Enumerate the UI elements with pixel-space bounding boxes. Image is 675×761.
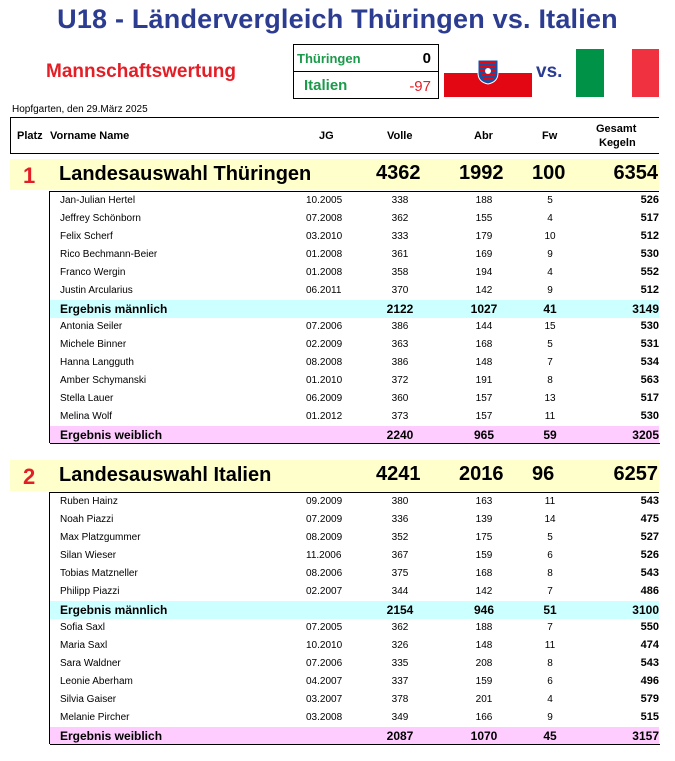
player-volle: 337 (391, 676, 409, 687)
player-abr: 168 (475, 339, 493, 350)
date-line: Hopfgarten, den 29.März 2025 (12, 104, 148, 115)
player-abr: 159 (475, 676, 493, 687)
scoreboard-score: -97 (409, 78, 431, 95)
player-volle: 362 (391, 213, 409, 224)
player-abr: 194 (475, 267, 493, 278)
subtotal-gesamt: 3149 (632, 302, 659, 316)
player-name: Tobias Matzneller (60, 568, 138, 579)
team-row (10, 159, 659, 190)
player-volle: 363 (391, 339, 409, 350)
header-volle: Volle (387, 130, 413, 142)
player-volle: 362 (391, 622, 409, 633)
player-table (49, 191, 659, 443)
subtotal-fw: 45 (543, 729, 557, 743)
scoreboard-team: Thüringen (297, 51, 361, 66)
team-row (10, 460, 659, 491)
player-volle: 338 (391, 195, 409, 206)
table-row (50, 282, 659, 300)
player-abr: 179 (475, 231, 493, 242)
table-row (50, 493, 659, 511)
player-fw: 4 (547, 213, 553, 224)
player-jg: 10.2010 (306, 640, 343, 651)
player-name: Felix Scherf (60, 231, 113, 242)
player-fw: 6 (547, 550, 553, 561)
team-fw: 96 (532, 463, 555, 485)
subtotal-label: Ergebnis männlich (60, 302, 168, 316)
player-fw: 5 (547, 532, 553, 543)
player-gesamt: 530 (640, 320, 659, 332)
player-fw: 8 (547, 375, 553, 386)
subtotal-gesamt: 3157 (632, 729, 659, 743)
player-volle: 370 (391, 285, 409, 296)
scoreboard-team: Italien (304, 77, 348, 94)
player-gesamt: 534 (640, 356, 659, 368)
table-bottom-border (50, 744, 660, 745)
player-jg: 03.2008 (306, 712, 343, 723)
player-fw: 5 (547, 195, 553, 206)
player-fw: 6 (547, 676, 553, 687)
player-name: Antonia Seiler (60, 321, 123, 332)
player-abr: 201 (475, 694, 493, 705)
player-abr: 155 (475, 213, 493, 224)
subtotal-abr: 1070 (470, 729, 498, 743)
player-jg: 01.2008 (306, 267, 343, 278)
player-abr: 142 (475, 285, 493, 296)
header-name: Vorname Name (50, 130, 130, 142)
italy-flag-icon (576, 49, 659, 97)
player-jg: 08.2008 (306, 357, 343, 368)
thuringia-flag-icon (444, 49, 532, 97)
player-fw: 11 (544, 640, 556, 651)
player-jg: 08.2006 (306, 568, 343, 579)
team-abr: 1992 (459, 162, 504, 184)
table-row (50, 619, 659, 637)
player-gesamt: 526 (640, 549, 659, 561)
player-name: Silvia Gaiser (60, 694, 117, 705)
player-volle: 335 (391, 658, 409, 669)
player-gesamt: 552 (640, 266, 659, 278)
player-jg: 07.2008 (306, 213, 343, 224)
player-abr: 175 (475, 532, 493, 543)
player-abr: 191 (475, 375, 493, 386)
table-row (50, 511, 659, 529)
player-name: Melina Wolf (60, 411, 113, 422)
player-fw: 15 (544, 321, 556, 332)
scoreboard-row (294, 45, 438, 72)
player-volle: 360 (391, 393, 409, 404)
table-row (50, 673, 659, 691)
player-gesamt: 530 (640, 248, 659, 260)
player-abr: 169 (475, 249, 493, 260)
subtotal-volle: 2087 (386, 729, 414, 743)
player-gesamt: 530 (640, 410, 659, 422)
player-volle: 326 (391, 640, 409, 651)
subtotal-abr: 965 (473, 428, 495, 442)
table-header (10, 117, 659, 154)
player-name: Max Platzgummer (60, 532, 141, 543)
header-fw: Fw (542, 130, 558, 142)
player-volle: 386 (391, 321, 409, 332)
player-volle: 372 (391, 375, 409, 386)
player-name: Rico Bechmann-Beier (60, 249, 158, 260)
player-fw: 7 (547, 586, 553, 597)
player-name: Silan Wieser (60, 550, 117, 561)
player-volle: 349 (391, 712, 409, 723)
subtotal-fw: 51 (543, 603, 557, 617)
player-abr: 163 (475, 496, 493, 507)
subtotal-fw: 59 (543, 428, 557, 442)
player-fw: 5 (547, 339, 553, 350)
team-name: Landesauswahl Italien (59, 464, 272, 486)
player-volle: 386 (391, 357, 409, 368)
player-abr: 157 (475, 411, 493, 422)
player-abr: 159 (475, 550, 493, 561)
table-row (50, 210, 659, 228)
player-fw: 13 (544, 393, 556, 404)
player-gesamt: 474 (640, 639, 659, 651)
player-name: Michele Binner (60, 339, 127, 350)
player-name: Franco Wergin (60, 267, 126, 278)
header-platz: Platz (17, 130, 43, 142)
player-abr: 148 (475, 357, 493, 368)
player-gesamt: 486 (640, 585, 659, 597)
team-volle: 4241 (376, 463, 421, 485)
player-name: Hanna Langguth (60, 357, 134, 368)
player-jg: 01.2012 (306, 411, 343, 422)
player-abr: 168 (475, 568, 493, 579)
player-name: Ruben Hainz (60, 496, 118, 507)
player-fw: 9 (547, 712, 553, 723)
player-jg: 01.2010 (306, 375, 343, 386)
player-jg: 06.2009 (306, 393, 343, 404)
player-name: Justin Arcularius (60, 285, 133, 296)
player-gesamt: 475 (640, 513, 659, 525)
team-abr: 2016 (459, 463, 504, 485)
team-gesamt: 6354 (613, 162, 658, 184)
player-abr: 208 (475, 658, 493, 669)
player-name: Amber Schymanski (60, 375, 147, 386)
page-title: U18 - Ländervergleich Thüringen vs. Italien (57, 4, 618, 34)
player-volle: 378 (391, 694, 409, 705)
subtotal-label: Ergebnis männlich (60, 603, 168, 617)
subtotal-volle: 2154 (386, 603, 414, 617)
player-fw: 8 (547, 658, 553, 669)
table-row (50, 354, 659, 372)
player-jg: 11.2006 (306, 550, 342, 561)
player-gesamt: 517 (640, 392, 659, 404)
team-rank: 2 (23, 464, 36, 489)
player-fw: 9 (547, 249, 553, 260)
subtotal-abr: 1027 (470, 302, 498, 316)
subtitle: Mannschaftswertung (46, 61, 237, 82)
player-abr: 188 (475, 622, 493, 633)
player-fw: 11 (544, 411, 556, 422)
player-volle: 367 (391, 550, 409, 561)
player-fw: 10 (544, 231, 556, 242)
subtotal-gesamt: 3205 (632, 428, 659, 442)
player-gesamt: 515 (640, 711, 659, 723)
player-abr: 166 (475, 712, 493, 723)
table-row (50, 246, 659, 264)
player-name: Stella Lauer (60, 393, 114, 404)
player-jg: 10.2005 (306, 195, 343, 206)
player-gesamt: 550 (640, 621, 659, 633)
player-volle: 336 (391, 514, 409, 525)
table-row (50, 264, 659, 282)
player-gesamt: 579 (640, 693, 659, 705)
subtotal-abr: 946 (473, 603, 495, 617)
player-gesamt: 531 (640, 338, 659, 350)
header-kegeln: Kegeln (599, 137, 636, 149)
player-jg: 07.2006 (306, 658, 343, 669)
table-row (50, 691, 659, 709)
player-fw: 4 (547, 694, 553, 705)
player-abr: 144 (475, 321, 493, 332)
player-abr: 188 (475, 195, 493, 206)
table-row (50, 547, 659, 565)
player-jg: 08.2009 (306, 532, 343, 543)
player-gesamt: 543 (640, 657, 659, 669)
player-fw: 11 (544, 496, 556, 507)
player-jg: 04.2007 (306, 676, 343, 687)
player-jg: 03.2010 (306, 231, 343, 242)
player-fw: 9 (547, 285, 553, 296)
header-abr: Abr (474, 130, 493, 142)
player-name: Sofia Saxl (60, 622, 106, 633)
header-jg: JG (319, 130, 334, 142)
player-table (49, 492, 659, 744)
scoreboard-row (294, 72, 438, 99)
player-gesamt: 563 (640, 374, 659, 386)
player-abr: 148 (475, 640, 493, 651)
player-name: Philipp Piazzi (60, 586, 120, 597)
player-jg: 02.2009 (306, 339, 343, 350)
player-fw: 14 (544, 514, 556, 525)
team-fw: 100 (532, 162, 566, 184)
player-gesamt: 543 (640, 495, 659, 507)
player-gesamt: 512 (640, 230, 659, 242)
subtotal-fw: 41 (543, 302, 557, 316)
table-row (50, 709, 659, 727)
player-name: Sara Waldner (60, 658, 121, 669)
player-name: Noah Piazzi (60, 514, 114, 525)
table-bottom-border (50, 443, 660, 444)
player-jg: 09.2009 (306, 496, 343, 507)
table-row (50, 390, 659, 408)
player-jg: 02.2007 (306, 586, 343, 597)
subtotal-label: Ergebnis weiblich (60, 428, 163, 442)
player-name: Melanie Pircher (60, 712, 130, 723)
player-abr: 139 (475, 514, 493, 525)
player-gesamt: 517 (640, 212, 659, 224)
table-row (50, 192, 659, 210)
team-name: Landesauswahl Thüringen (59, 163, 312, 185)
player-volle: 361 (391, 249, 409, 260)
subtotal-row (50, 601, 659, 619)
player-gesamt: 526 (640, 194, 659, 206)
player-name: Maria Saxl (60, 640, 108, 651)
subtotal-volle: 2122 (386, 302, 414, 316)
player-jg: 06.2011 (306, 285, 342, 296)
table-row (50, 228, 659, 246)
player-volle: 375 (391, 568, 409, 579)
subtotal-row (50, 300, 659, 318)
player-fw: 8 (547, 568, 553, 579)
player-name: Jeffrey Schönborn (60, 213, 141, 224)
header-gesamt: Gesamt (596, 123, 637, 135)
table-row (50, 318, 659, 336)
player-volle: 352 (391, 532, 409, 543)
player-volle: 380 (391, 496, 409, 507)
player-fw: 4 (547, 267, 553, 278)
team-volle: 4362 (376, 162, 421, 184)
table-row (50, 336, 659, 354)
player-jg: 03.2007 (306, 694, 343, 705)
player-jg: 01.2008 (306, 249, 343, 260)
coat-of-arms-icon (477, 59, 499, 85)
player-volle: 373 (391, 411, 409, 422)
table-row (50, 637, 659, 655)
scoreboard-score: 0 (422, 50, 431, 67)
player-gesamt: 512 (640, 284, 659, 296)
subtotal-row (50, 426, 659, 444)
player-jg: 07.2006 (306, 321, 343, 332)
player-name: Jan-Julian Hertel (60, 195, 136, 206)
player-gesamt: 496 (640, 675, 659, 687)
table-row (50, 408, 659, 426)
subtotal-label: Ergebnis weiblich (60, 729, 163, 743)
team-gesamt: 6257 (613, 463, 658, 485)
player-gesamt: 543 (640, 567, 659, 579)
subtotal-gesamt: 3100 (632, 603, 659, 617)
vs-label: vs. (536, 61, 563, 82)
player-jg: 07.2009 (306, 514, 343, 525)
subtotal-volle: 2240 (386, 428, 414, 442)
team-rank: 1 (23, 163, 36, 188)
player-name: Leonie Aberham (60, 676, 133, 687)
player-abr: 157 (475, 393, 493, 404)
table-row (50, 529, 659, 547)
table-row (50, 583, 659, 601)
player-fw: 7 (547, 357, 553, 368)
player-gesamt: 527 (640, 531, 659, 543)
scoreboard (293, 44, 439, 99)
player-volle: 358 (391, 267, 409, 278)
player-fw: 7 (547, 622, 553, 633)
player-abr: 142 (475, 586, 493, 597)
table-row (50, 565, 659, 583)
table-row (50, 655, 659, 673)
table-row (50, 372, 659, 390)
player-volle: 344 (391, 586, 409, 597)
subtotal-row (50, 727, 659, 745)
player-jg: 07.2005 (306, 622, 343, 633)
player-volle: 333 (391, 231, 409, 242)
